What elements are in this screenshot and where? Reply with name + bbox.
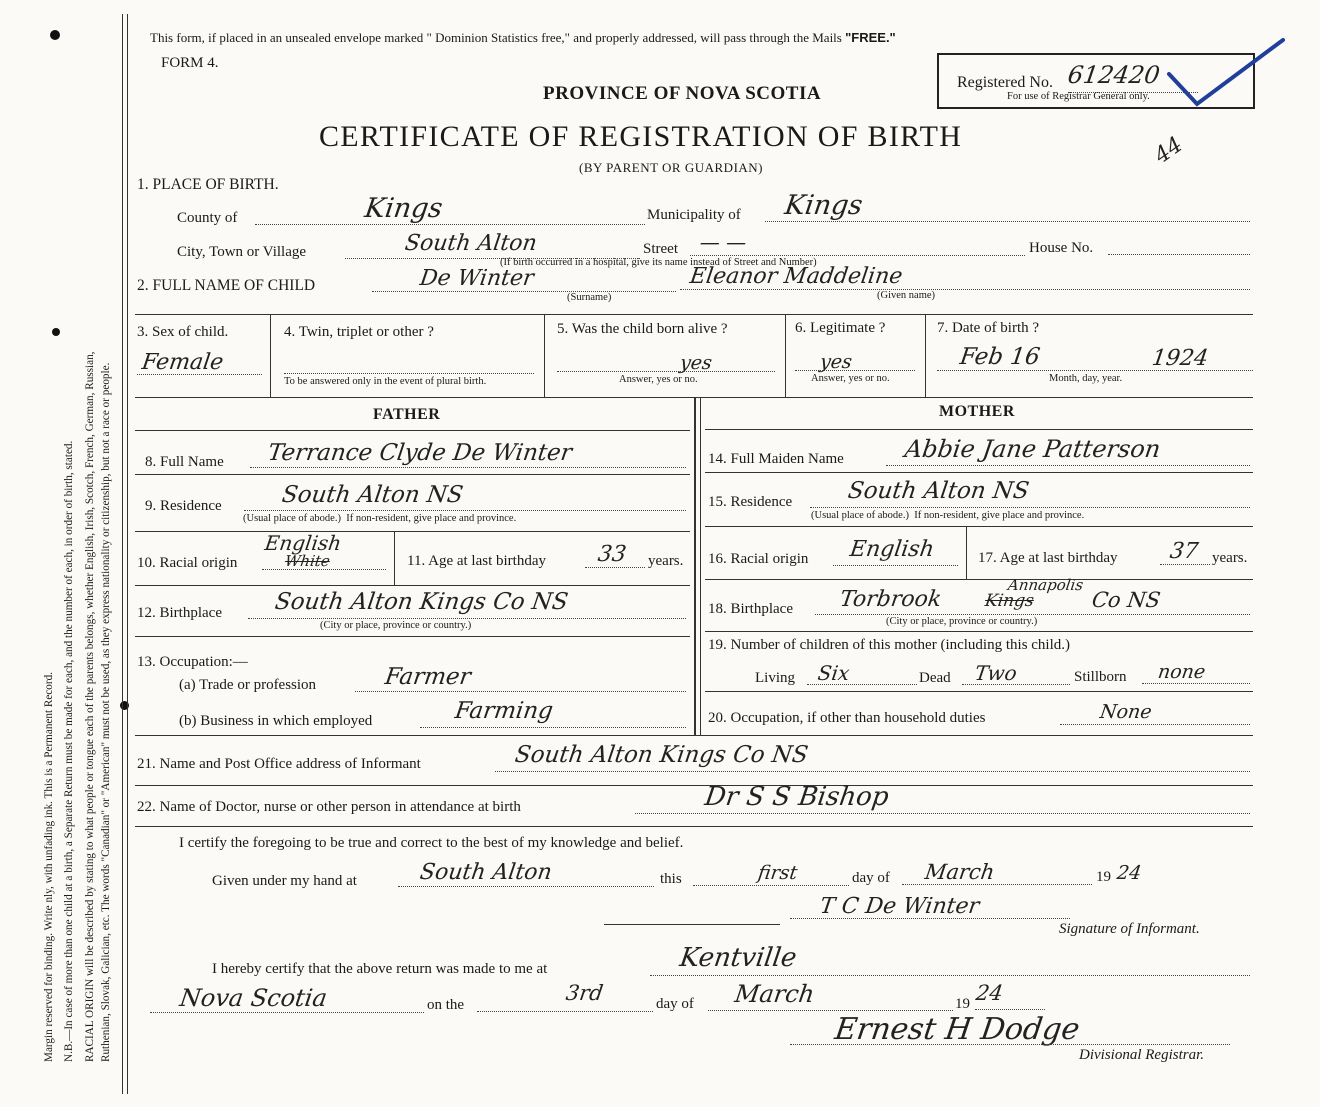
mother-birthplace-province: Co NS	[1090, 588, 1162, 612]
mother-residence-note: (Usual place of abode.) If non-resident, give place and province.	[811, 510, 1085, 521]
field-6-label: 6. Legitimate ?	[795, 320, 886, 336]
province-heading: PROVINCE OF NOVA SCOTIA	[543, 83, 822, 104]
field-21-label: 21. Name and Post Office address of Informant	[137, 756, 421, 772]
father-birthplace: South Alton Kings Co NS	[273, 589, 570, 615]
margin-mark: 44	[1150, 132, 1188, 169]
father-rule	[135, 531, 690, 532]
trade-label: (a) Trade or profession	[179, 677, 317, 693]
box-rule	[785, 314, 786, 397]
registrar-place-line	[650, 975, 1250, 976]
given-month-line	[902, 884, 1092, 885]
age-divider	[966, 526, 967, 579]
field-3-label: 3. Sex of child.	[137, 324, 229, 340]
informant-address: South Alton Kings Co NS	[513, 742, 810, 768]
city-label: City, Town or Village	[177, 244, 307, 260]
field-13-label: 13. Occupation:—	[137, 654, 248, 670]
this-label: this	[660, 871, 682, 887]
section-rule	[135, 826, 1253, 827]
margin-rule	[127, 14, 128, 1094]
father-heading: FATHER	[373, 406, 441, 423]
father-years: years.	[648, 553, 684, 569]
field-14-label: 14. Full Maiden Name	[708, 451, 844, 467]
mother-birthplace-correction: Annapolis	[1006, 576, 1085, 594]
margin-note-racial-origin-cont: Ruthenian, Slovak, Galician, etc. The words "Canadian" or "American" must not be used, as they express nationality or citizenship, but not a race or people.	[100, 362, 112, 1062]
father-business: Farming	[453, 698, 555, 724]
stillborn-line	[1142, 683, 1250, 684]
mail-note: This form, if placed in an unsealed envelope marked " Dominion Statistics free," and properly addressed, will pass through the Mails "FREE."	[150, 30, 896, 45]
field-15-label: 15. Residence	[708, 494, 793, 510]
signature-dash	[604, 924, 780, 925]
father-name-line	[250, 467, 686, 468]
given-line	[680, 289, 1250, 290]
margin-note-multiple-births: N.B.—In case of more than one child at a birth, a Separate Return must be made for each, and the number of each, in order of birth, stated.	[63, 440, 75, 1062]
street-value: — —	[698, 230, 749, 254]
alive-note: Answer, yes or no.	[619, 374, 698, 385]
registrar-label: Divisional Registrar.	[1079, 1047, 1205, 1063]
parents-divider	[694, 397, 696, 735]
day-of-label: day of	[852, 870, 890, 886]
father-age: 33	[596, 542, 628, 567]
age-divider	[394, 531, 395, 585]
mother-birthplace-struck: Kings	[983, 591, 1036, 611]
given-day: first	[756, 862, 799, 884]
legitimate-note: Answer, yes or no.	[811, 373, 890, 384]
field-8-label: 8. Full Name	[145, 454, 224, 470]
field-20-label: 20. Occupation, if other than household duties	[708, 710, 986, 726]
stillborn-count: none	[1156, 661, 1207, 683]
dead-label: Dead	[919, 670, 951, 686]
street-line	[690, 255, 1025, 256]
child-surname: De Winter	[418, 266, 536, 291]
check-mark-icon	[1165, 36, 1290, 111]
parents-divider	[700, 397, 701, 735]
given-year-prefix: 19	[1096, 869, 1111, 885]
child-given-name: Eleanor Maddeline	[688, 264, 905, 289]
form-number: FORM 4.	[161, 55, 219, 71]
mother-racial-origin: English	[848, 537, 936, 562]
twin-note: To be answered only in the event of plural birth.	[284, 376, 487, 387]
field-2-label: 2. FULL NAME OF CHILD	[137, 277, 316, 294]
registrar-province-line	[150, 1012, 424, 1013]
registrar-province: Nova Scotia	[178, 984, 329, 1012]
page-subtitle: (BY PARENT OR GUARDIAN)	[579, 160, 764, 175]
mother-occupation: None	[1098, 701, 1154, 723]
given-month: March	[923, 860, 997, 884]
father-name: Terrance Clyde De Winter	[266, 440, 574, 466]
margin-rule	[122, 14, 123, 1094]
business-line	[420, 727, 686, 728]
given-place: South Alton	[418, 860, 554, 885]
mother-rule	[705, 472, 1253, 473]
mother-birthplace-line	[815, 614, 1250, 615]
father-age-line	[585, 567, 645, 568]
registrar-day-of: day of	[656, 996, 694, 1012]
box-rule	[544, 314, 545, 397]
registrar-month: March	[733, 980, 817, 1008]
father-rule	[135, 636, 690, 637]
father-racial-struck: White	[283, 552, 332, 570]
field-22-label: 22. Name of Doctor, nurse or other person in attendance at birth	[137, 799, 521, 815]
county-line	[255, 224, 645, 225]
county-label: County of	[177, 210, 238, 226]
legitimate-value: yes	[818, 351, 854, 373]
registrar-year-line	[975, 1009, 1045, 1010]
mother-heading: MOTHER	[939, 403, 1015, 420]
certify-statement: I certify the foregoing to be true and correct to the best of my knowledge and belief.	[179, 835, 684, 851]
trade-line	[355, 691, 686, 692]
mother-years: years.	[1212, 550, 1248, 566]
page-title: CERTIFICATE OF REGISTRATION OF BIRTH	[319, 120, 963, 153]
hospital-note: (If birth occurred in a hospital, give its name instead of Street and Number)	[500, 257, 817, 268]
city-value: South Alton	[403, 231, 539, 256]
field-1-label: 1. PLACE OF BIRTH.	[137, 176, 279, 193]
stillborn-label: Stillborn	[1074, 669, 1127, 685]
field-7-label: 7. Date of birth ?	[937, 320, 1040, 336]
registrar-note: For use of Registrar General only.	[1007, 91, 1150, 102]
dead-count: Two	[973, 661, 1019, 685]
municipality-line	[765, 221, 1250, 222]
surname-line	[372, 291, 676, 292]
registrar-day-line	[477, 1011, 653, 1012]
given-day-line	[693, 885, 849, 886]
field-19-label: 19. Number of children of this mother (including this child.)	[708, 637, 1071, 653]
twin-line	[284, 373, 534, 374]
dead-line	[962, 684, 1070, 685]
field-16-label: 16. Racial origin	[708, 551, 809, 567]
binding-hole	[52, 328, 60, 336]
field-4-label: 4. Twin, triplet or other ?	[284, 324, 434, 340]
given-place-line	[398, 886, 654, 887]
sex-line	[137, 374, 262, 375]
municipality-label: Municipality of	[647, 207, 741, 223]
mother-rule	[705, 691, 1253, 692]
margin-note-racial-origin: RACIAL ORIGIN will be described by stating to what people or tongue each of the parents belongs, whether English, Irish, Scotch, French, German, Russian,	[84, 351, 96, 1062]
birth-date-note: Month, day, year.	[1049, 373, 1123, 384]
father-rule	[135, 430, 690, 431]
registrar-year-prefix: 19	[955, 996, 970, 1012]
alive-value: yes	[678, 352, 714, 374]
living-label: Living	[755, 670, 795, 686]
mother-age: 37	[1168, 539, 1200, 564]
box-rule	[270, 314, 271, 397]
given-caption: (Given name)	[877, 290, 936, 301]
mother-rule	[705, 429, 1253, 430]
birth-date-value: Feb 16	[958, 344, 1042, 370]
box-rule	[135, 314, 1253, 315]
informant-signature-label: Signature of Informant.	[1059, 921, 1200, 937]
mother-birthplace-note: (City or place, province or country.)	[886, 616, 1038, 627]
field-5-label: 5. Was the child born alive ?	[557, 321, 728, 337]
given-year: 24	[1115, 862, 1143, 884]
father-trade: Farmer	[383, 664, 473, 690]
mother-occupation-line	[1060, 724, 1250, 725]
mother-rule	[705, 631, 1253, 632]
given-under-label: Given under my hand at	[212, 873, 357, 889]
mother-residence-line	[810, 507, 1250, 508]
mother-racial-line	[833, 565, 958, 566]
birth-year-value: 1924	[1150, 346, 1210, 371]
registrar-day: 3rd	[564, 981, 605, 1005]
field-18-label: 18. Birthplace	[708, 601, 793, 617]
alive-line	[557, 371, 775, 372]
father-birthplace-note: (City or place, province or country.)	[320, 620, 472, 631]
house-line	[1108, 254, 1250, 255]
mother-rule	[705, 579, 1253, 580]
registrar-year: 24	[974, 981, 1005, 1005]
father-rule	[135, 585, 690, 586]
field-10-label: 10. Racial origin	[137, 555, 238, 571]
house-label: House No.	[1029, 240, 1094, 256]
legitimate-line	[795, 370, 915, 371]
county-value: Kings	[362, 193, 445, 224]
father-racial-origin: English	[263, 531, 343, 555]
mother-name-line	[886, 465, 1250, 466]
field-17-label: 17. Age at last birthday	[978, 550, 1118, 566]
registered-label: Registered No.	[957, 74, 1053, 91]
section-rule	[135, 785, 1253, 786]
mother-age-line	[1160, 564, 1210, 565]
surname-caption: (Surname)	[567, 292, 612, 303]
street-label: Street	[643, 241, 678, 257]
informant-signature: T C De Winter	[818, 894, 981, 919]
father-residence: South Alton NS	[280, 482, 465, 508]
father-rule	[135, 474, 690, 475]
mother-residence: South Alton NS	[846, 478, 1031, 504]
father-residence-line	[244, 510, 686, 511]
box-rule	[925, 314, 926, 397]
informant-line	[495, 771, 1250, 772]
doctor-name: Dr S S Bishop	[702, 782, 891, 812]
margin-note-binding: Margin reserved for binding. Write nly, with unfading ink. This is a Permanent Record.	[43, 672, 55, 1062]
registered-value: 612420	[1066, 61, 1162, 89]
father-birthplace-line	[248, 618, 686, 619]
mother-rule	[705, 526, 1253, 527]
field-12-label: 12. Birthplace	[137, 605, 222, 621]
registrar-statement: I hereby certify that the above return was made to me at	[212, 961, 548, 977]
registrar-place: Kentville	[677, 943, 799, 973]
father-racial-line	[262, 569, 386, 570]
on-the-label: on the	[427, 997, 465, 1013]
living-count: Six	[816, 661, 852, 685]
field-9-label: 9. Residence	[145, 498, 222, 514]
birth-date-line	[937, 370, 1253, 371]
binding-hole	[50, 30, 60, 40]
registrar-signature-line	[790, 1044, 1230, 1045]
living-line	[807, 684, 917, 685]
registrar-month-line	[708, 1010, 953, 1011]
section-rule	[135, 735, 1253, 736]
mother-name: Abbie Jane Patterson	[903, 435, 1163, 463]
registrar-signature: Ernest H Dodge	[832, 1012, 1082, 1047]
father-residence-note: (Usual place of abode.) If non-resident, give place and province.	[243, 513, 517, 524]
sex-value: Female	[140, 350, 225, 375]
informant-signature-line	[790, 918, 1070, 919]
municipality-value: Kings	[782, 190, 865, 221]
mother-birthplace: Torbrook	[838, 587, 943, 612]
business-label: (b) Business in which employed	[179, 713, 373, 729]
field-11-label: 11. Age at last birthday	[407, 553, 546, 569]
doctor-line	[635, 813, 1250, 814]
